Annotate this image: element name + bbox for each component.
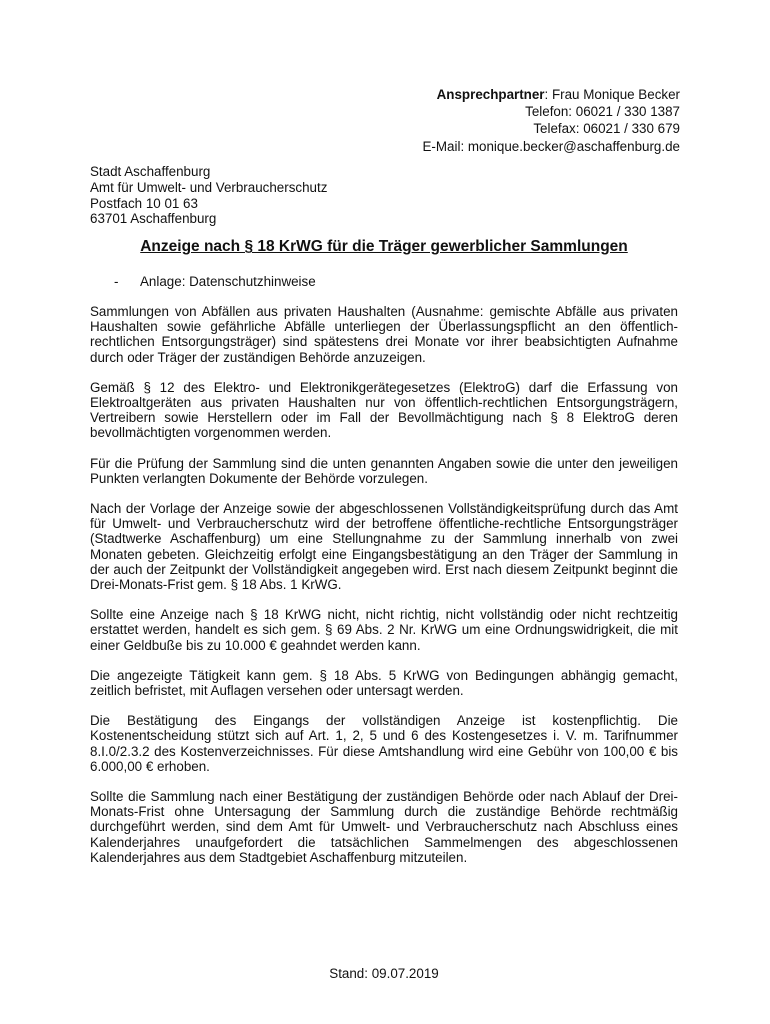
body-paragraph: Sollte eine Anzeige nach § 18 KrWG nicht, nicht richtig, nicht vollständig oder nicht rechtzeitig erstattet werden, handelt es sich gem. § 69 Abs. 2 Nr. KrWG um eine Ordnungswidrigkeit, die mit einer Geldbuße bis zu 10.000 € geahndet werden kann. — [90, 607, 678, 653]
attachment-line — [114, 274, 316, 289]
body-paragraph: Die angezeigte Tätigkeit kann gem. § 18 Abs. 5 KrWG von Bedingungen abhängig gemacht, zeitlich befristet, mit Auflagen versehen oder untersagt werden. — [90, 667, 678, 699]
contact-person — [360, 86, 680, 103]
body-paragraph: Die Bestätigung des Eingangs der vollständigen Anzeige ist kostenpflichtig. Die Kostenentscheidung stützt sich auf Art. 1, 2, 5 und 6 des Kostengesetzes i. V. m. Tarifnummer 8.I.0/2.3.2 des Kostenverzeichnisses. Für diese Amtshandlung wird eine Gebühr von 100,00 € bis 6.000,00 € erhoben. — [90, 713, 678, 774]
contact-phone: Telefon: 06021 / 330 1387 — [525, 104, 680, 120]
contact-fax: Telefax: 06021 / 330 679 — [533, 121, 680, 137]
address-line: Postfach 10 01 63 — [90, 195, 198, 211]
body-paragraph: Sollte die Sammlung nach einer Bestätigung der zuständigen Behörde oder nach Ablauf der Drei-Monats-Frist ohne Untersagung der Sammlung durch die zuständige Behörde rechtmäßig durchgeführt werden, sind dem Amt für Umwelt- und Verbraucherschutz nach Abschluss eines Kalenderjahres unaufgefordert die tatsächlichen Sammelmengen des abgeschlossenen Kalenderjahres aus dem Stadtgebiet Aschaffenburg mitzuteilen. — [90, 789, 678, 865]
body-paragraph: Für die Prüfung der Sammlung sind die unten genannten Angaben sowie die unter den jeweiligen Punkten verlangten Dokumente der Behörde vorzulegen. — [90, 455, 678, 486]
address-line: Stadt Aschaffenburg — [90, 164, 211, 179]
document-title: Anzeige nach § 18 KrWG für die Träger gewerblicher Sammlungen — [140, 238, 628, 255]
footer-date: Stand: 09.07.2019 — [329, 966, 439, 981]
body-paragraph: Nach der Vorlage der Anzeige sowie der abgeschlossenen Vollständigkeitsprüfung durch das Amt für Umwelt- und Verbraucherschutz wird der betroffene öffentliche-rechtliche Entsorgungsträger (Stadtwerke Aschaffenburg) um eine Stellungnahme zu der Sammlung innerhalb von zwei Monaten gebeten. Gleichzeitig erfolgt eine Eingangsbestätigung an den Träger der Sammlung in der auch der Zeitpunkt der Vollständigkeit angegeben wird. Erst nach diesem Zeitpunkt beginnt die Drei-Monats-Frist gem. § 18 Abs. 1 KrWG. — [90, 501, 678, 593]
attachment-text: Anlage: Datenschutzhinweise — [140, 274, 316, 289]
recipient-address — [90, 164, 327, 227]
contact-label: Ansprechpartner — [436, 87, 545, 102]
attachment-dash: - — [114, 274, 119, 289]
address-line: 63701 Aschaffenburg — [90, 211, 217, 227]
body-paragraph: Sammlungen von Abfällen aus privaten Haushalten (Ausnahme: gemischte Abfälle aus privaten Haushalten sowie gefährliche Abfälle unterliegen der Überlassungspflicht an den öffentlich-rechtlichen Entsorgungsträger) sind spätestens drei Monate vor ihrer beabsichtigten Aufnahme durch oder Träger der zuständigen Behörde anzuzeigen. — [90, 304, 678, 365]
contact-email: E-Mail: monique.becker@aschaffenburg.de — [422, 138, 680, 154]
body-paragraph: Gemäß § 12 des Elektro- und Elektronikgerätegesetzes (ElektroG) darf die Erfassung von Elektroaltgeräten aus privaten Haushalten nur von öffentlich-rechtlichen Entsorgungsträgern, Vertreibern sowie Herstellern oder im Fall der Bevollmächtigung nach § 8 ElektroG deren bevollmächtigten vorgenommen werden. — [90, 379, 678, 441]
contact-name: : Frau Monique Becker — [544, 87, 680, 102]
document-body — [90, 304, 678, 880]
address-line: Amt für Umwelt- und Verbraucherschutz — [90, 179, 328, 195]
contact-block — [360, 86, 680, 155]
